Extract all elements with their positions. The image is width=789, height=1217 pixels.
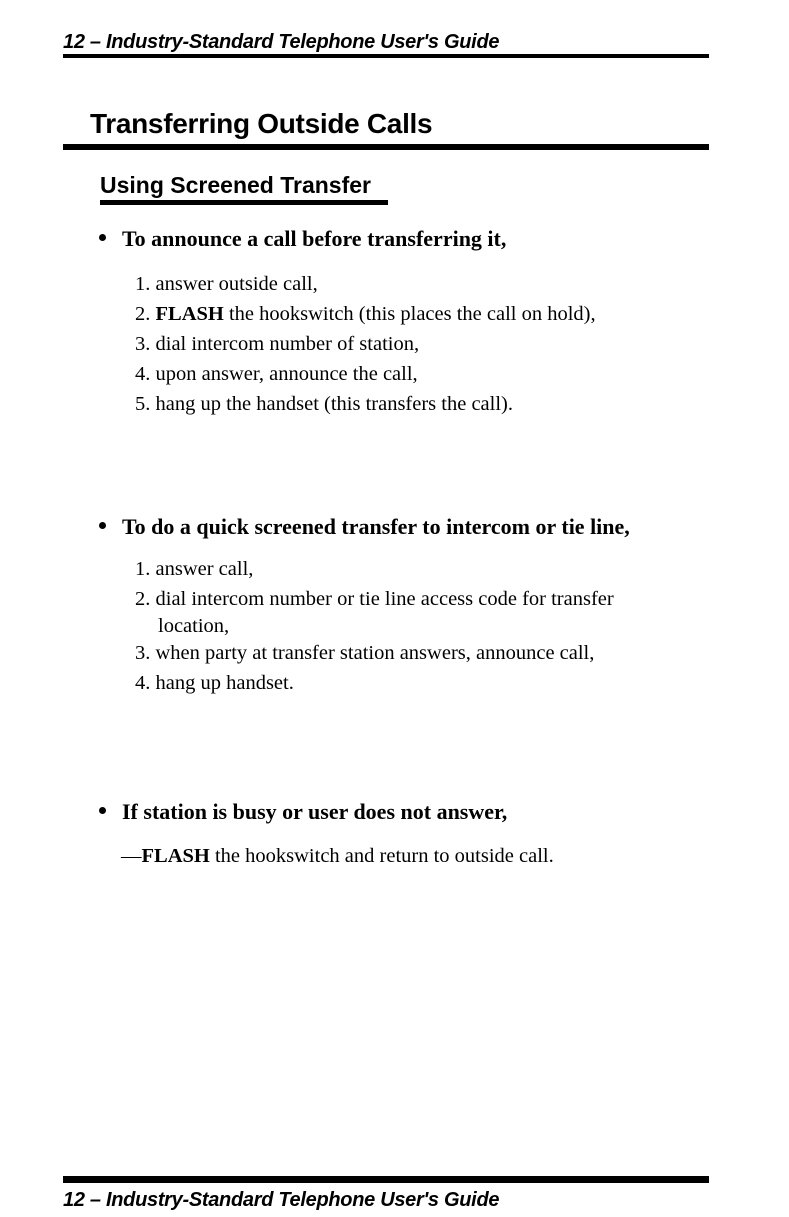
bullet-icon bbox=[99, 807, 106, 814]
step-text: when party at transfer station answers, announce call, bbox=[155, 642, 595, 664]
section-rule bbox=[63, 144, 709, 150]
instruction-heading-text: If station is busy or user does not answer, bbox=[122, 799, 508, 824]
instruction-heading-text: To do a quick screened transfer to intercom or tie line, bbox=[122, 514, 630, 539]
step-item bbox=[135, 584, 614, 614]
running-footer-title: 12 – Industry-Standard Telephone User's Guide bbox=[63, 1189, 500, 1211]
step-text: location, bbox=[158, 615, 230, 637]
step-keyword: FLASH bbox=[141, 845, 210, 867]
instruction-heading bbox=[99, 514, 630, 540]
step-text: dial intercom number of station, bbox=[155, 333, 420, 355]
step-text: hang up the handset (this transfers the call). bbox=[155, 393, 513, 415]
step-number: 2. bbox=[135, 588, 151, 610]
step-text: the hookswitch and return to outside call. bbox=[209, 845, 554, 867]
step-number: 5. bbox=[135, 393, 151, 415]
step-item bbox=[135, 299, 596, 329]
step-number: 3. bbox=[135, 642, 151, 664]
step-number: 4. bbox=[135, 672, 151, 694]
step-text: dial intercom number or tie line access code for transfer bbox=[155, 588, 614, 610]
instruction-heading-text: To announce a call before transferring it, bbox=[122, 226, 507, 251]
step-number: 4. bbox=[135, 363, 151, 385]
step-item bbox=[135, 638, 614, 668]
step-list bbox=[135, 554, 614, 698]
bullet-icon bbox=[99, 522, 106, 529]
instruction-heading bbox=[99, 226, 506, 252]
step-list bbox=[135, 269, 596, 419]
step-item bbox=[135, 554, 614, 584]
step-text: hang up handset. bbox=[155, 672, 294, 694]
step-number: 3. bbox=[135, 333, 151, 355]
subsection-title: Using Screened Transfer bbox=[100, 172, 371, 198]
section-title: Transferring Outside Calls bbox=[90, 108, 433, 139]
footer-rule bbox=[63, 1176, 709, 1183]
step-keyword: FLASH bbox=[155, 303, 224, 325]
step-list bbox=[121, 841, 554, 871]
step-text: upon answer, announce the call, bbox=[155, 363, 418, 385]
step-number: 1. bbox=[135, 558, 151, 580]
step-item bbox=[121, 841, 554, 871]
step-continuation bbox=[135, 614, 614, 638]
step-item bbox=[135, 269, 596, 299]
step-item bbox=[135, 329, 596, 359]
step-text: answer call, bbox=[155, 558, 254, 580]
header-rule bbox=[63, 54, 709, 58]
step-item bbox=[135, 668, 614, 698]
step-item bbox=[135, 389, 596, 419]
step-text: answer outside call, bbox=[155, 273, 318, 295]
step-dash: — bbox=[121, 845, 142, 867]
subsection-rule bbox=[100, 200, 388, 205]
bullet-icon bbox=[99, 234, 106, 241]
step-text: the hookswitch (this places the call on hold), bbox=[223, 303, 596, 325]
running-header-title: 12 – Industry-Standard Telephone User's Guide bbox=[63, 31, 500, 53]
step-item bbox=[135, 359, 596, 389]
step-number: 1. bbox=[135, 273, 151, 295]
instruction-heading bbox=[99, 799, 507, 825]
step-number: 2. bbox=[135, 303, 151, 325]
